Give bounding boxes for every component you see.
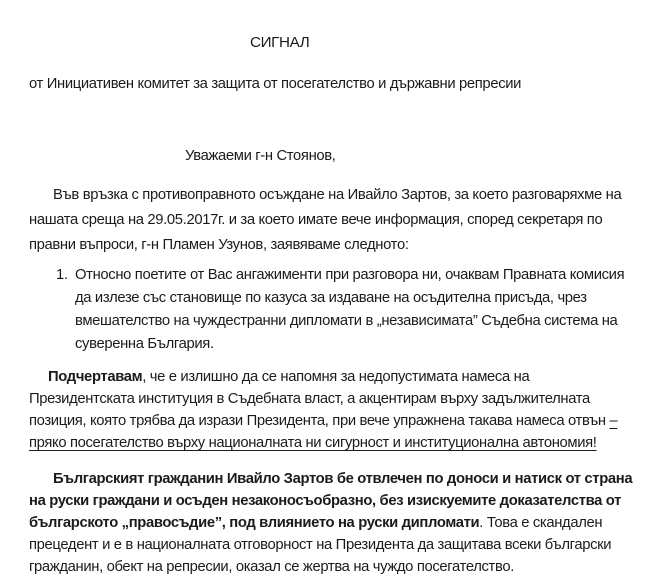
emphasis-body: , че е излишно да се напомня за недопустимата намеса на Президентската институция в Съдебната власт, а акцентирам върху задължителната позиция, която трябва да изрази Президента, при вече упражнена такава намеса отвън <box>29 369 610 429</box>
salutation: Уважаеми г-н Стоянов, <box>185 148 336 164</box>
emphasis-paragraph <box>29 366 636 454</box>
list-item <box>29 264 636 356</box>
document-title: СИГНАЛ <box>250 34 310 51</box>
final-paragraph <box>29 468 636 578</box>
final-bold-lead: Българският гражданин Ивайло Зартов бе отвлечен по доноси и натиск от страна на руски граждани и осъден незаконосъобразно, без изискуемите доказателства от българското „правосъдие”, под влиянието на руски дипломати <box>29 471 633 531</box>
intro-paragraph: Във връзка с противоправното осъждане на Ивайло Зартов, за което разговаряхме на нашата среща на 29.05.2017г. и за което имате вече информация, според секретаря по правни въпроси, г-н Пламен Узунов, заявяваме следното: <box>29 187 622 253</box>
final-body: . Това е скандален прецедент и е в националната отговорност на Президента да защитава всеки български гражданин, обект на репресии, оказал се жертва на чуждо посегателство. <box>29 515 612 575</box>
emphasis-bold-lead: Подчертавам <box>48 369 143 385</box>
sender-line: от Инициативен комитет за защита от посегателство и държавни репресии <box>29 76 522 92</box>
list-item-number: 1. <box>56 267 68 283</box>
emphasis-underlined-clause: – пряко посегателство върху националната ни сигурност и институционална автономия! <box>29 413 618 451</box>
list-item-text: Относно поетите от Вас ангажименти при разговора ни, очаквам Правната комисия да излезе със становище по казуса за издаване на осъдителна присъда, чрез вмешателство на чуждестранни дипломати в „независимата” Съдебна система на суверенна България. <box>75 267 625 352</box>
numbered-list <box>29 264 636 356</box>
